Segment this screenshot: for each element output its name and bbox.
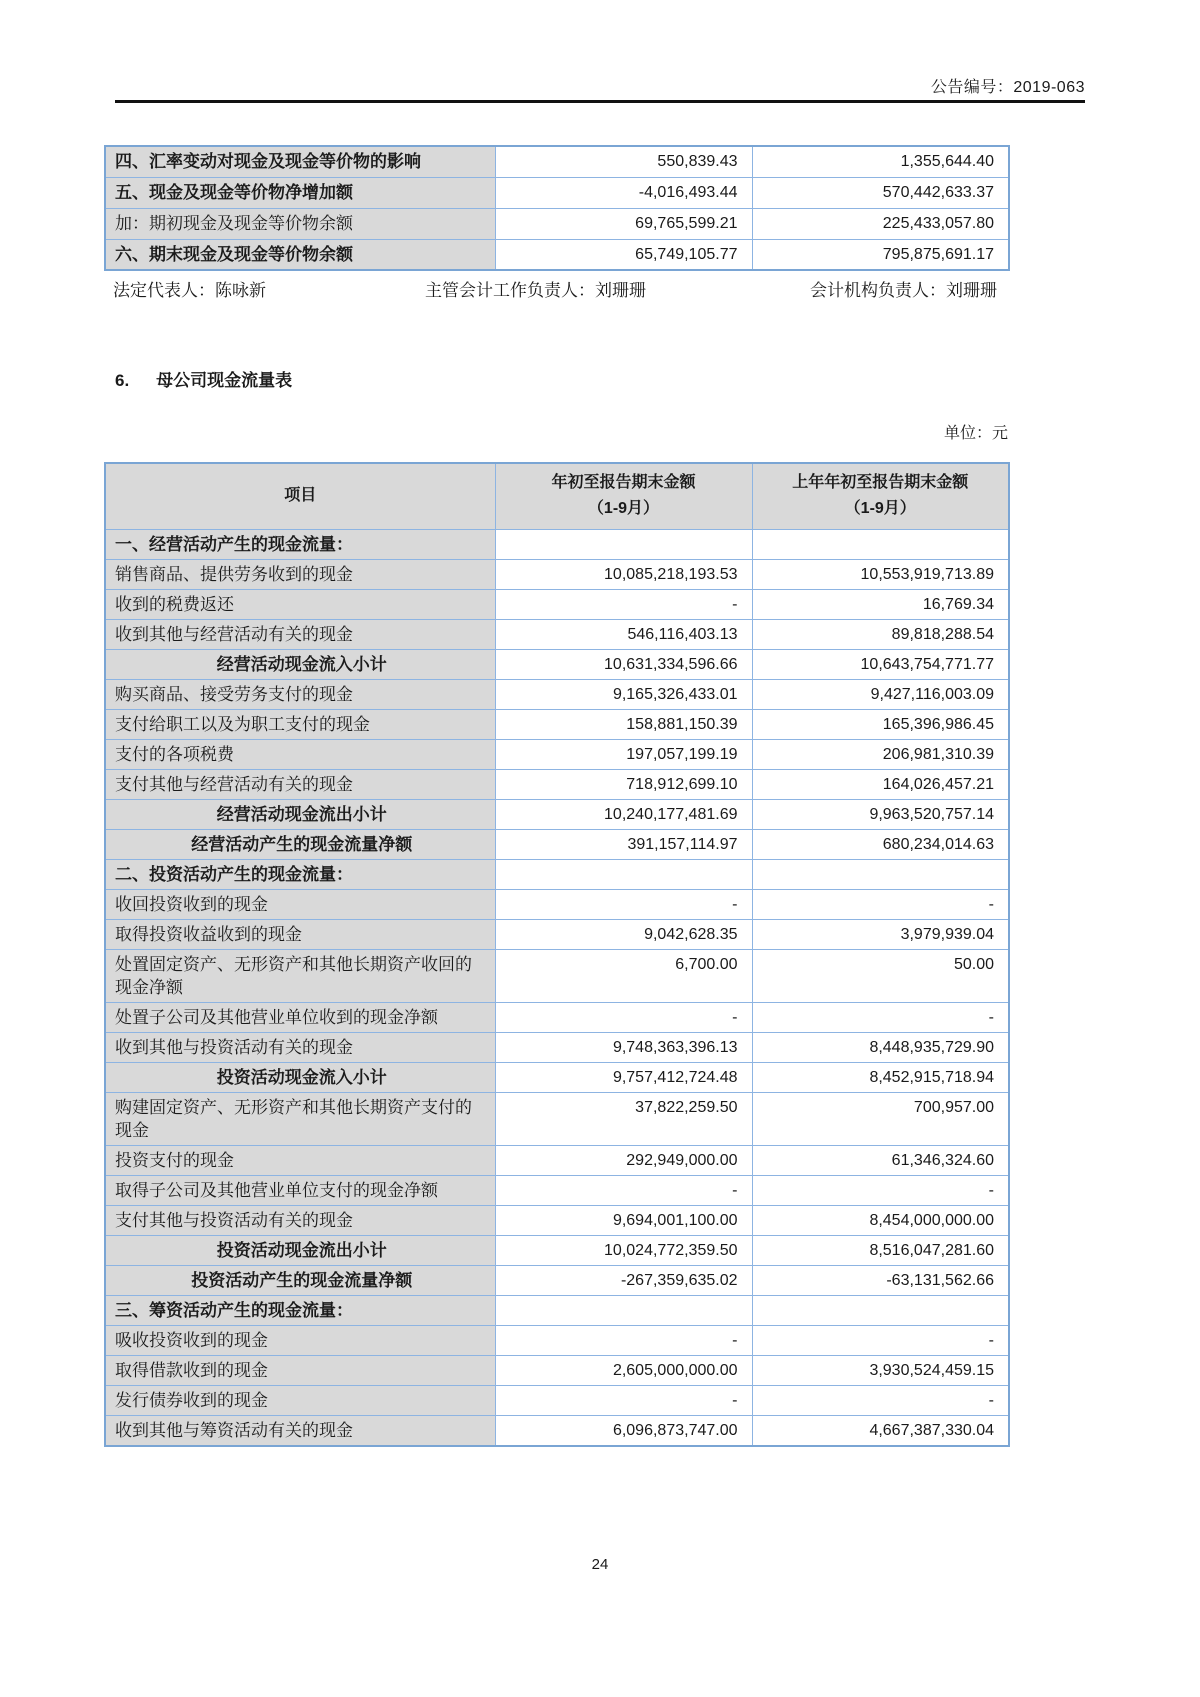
item-label: 投资活动现金流入小计 — [105, 1062, 495, 1092]
detail-row — [105, 1205, 1009, 1235]
item-label: 投资活动现金流出小计 — [105, 1235, 495, 1265]
chief-accounting-officer: 主管会计工作负责人：刘珊珊 — [425, 281, 646, 300]
current-period-value: -4,016,493.44 — [495, 177, 752, 208]
current-period-value: - — [495, 889, 752, 919]
prior-period-value: - — [752, 889, 1009, 919]
detail-row — [105, 1175, 1009, 1205]
item-label: 二、投资活动产生的现金流量： — [105, 859, 495, 889]
prior-period-value: 9,963,520,757.14 — [752, 799, 1009, 829]
current-period-value: - — [495, 1385, 752, 1415]
current-period-value: 718,912,699.10 — [495, 769, 752, 799]
item-label: 购买商品、接受劳务支付的现金 — [105, 679, 495, 709]
detail-row — [105, 1385, 1009, 1415]
current-period-value: 292,949,000.00 — [495, 1145, 752, 1175]
item-label: 一、经营活动产生的现金流量： — [105, 529, 495, 559]
current-period-value: 158,881,150.39 — [495, 709, 752, 739]
current-period-value: - — [495, 1325, 752, 1355]
prior-period-value — [752, 529, 1009, 559]
current-period-value — [495, 1295, 752, 1325]
item-label: 处置子公司及其他营业单位收到的现金净额 — [105, 1002, 495, 1032]
header-rule — [115, 100, 1085, 103]
prior-period-value: 8,454,000,000.00 — [752, 1205, 1009, 1235]
section-row — [105, 529, 1009, 559]
current-period-value: 6,700.00 — [495, 949, 752, 1002]
unit-label: 单位：元 — [943, 425, 1008, 442]
subtotal-row — [105, 829, 1009, 859]
current-period-value — [495, 529, 752, 559]
column-header-line: 年初至报告期末金额 — [551, 474, 696, 492]
current-period-value: 550,839.43 — [495, 146, 752, 177]
item-label: 取得投资收益收到的现金 — [105, 919, 495, 949]
item-label: 收到其他与筹资活动有关的现金 — [105, 1415, 495, 1446]
detail-row — [105, 1002, 1009, 1032]
prior-period-value: 16,769.34 — [752, 589, 1009, 619]
detail-row — [105, 1355, 1009, 1385]
prior-period-value: 795,875,691.17 — [752, 239, 1009, 270]
current-period-value: - — [495, 589, 752, 619]
current-period-value: 546,116,403.13 — [495, 619, 752, 649]
prior-period-value: 50.00 — [752, 949, 1009, 1002]
detail-row — [105, 1325, 1009, 1355]
accounting-department-head: 会计机构负责人：刘珊珊 — [810, 281, 997, 300]
current-period-value: 10,085,218,193.53 — [495, 559, 752, 589]
prior-period-value: - — [752, 1325, 1009, 1355]
detail-row — [105, 559, 1009, 589]
prior-period-value: 10,643,754,771.77 — [752, 649, 1009, 679]
current-period-value: 9,042,628.35 — [495, 919, 752, 949]
prior-period-value: 8,448,935,729.90 — [752, 1032, 1009, 1062]
prior-period-value: 61,346,324.60 — [752, 1145, 1009, 1175]
current-period-value: 10,024,772,359.50 — [495, 1235, 752, 1265]
cash-flow-table — [104, 462, 1010, 1447]
detail-row — [105, 1415, 1009, 1446]
summary-table — [104, 145, 1010, 271]
prior-period-value: 1,355,644.40 — [752, 146, 1009, 177]
detail-row — [105, 589, 1009, 619]
prior-period-value: 165,396,986.45 — [752, 709, 1009, 739]
item-label: 收回投资收到的现金 — [105, 889, 495, 919]
item-label: 收到其他与经营活动有关的现金 — [105, 619, 495, 649]
item-label: 支付给职工以及为职工支付的现金 — [105, 709, 495, 739]
column-header-line: （1-9月） — [844, 500, 916, 518]
page-number: 24 — [591, 1556, 609, 1573]
item-label: 购建固定资产、无形资产和其他长期资产支付的现金 — [105, 1092, 495, 1145]
item-label: 投资支付的现金 — [105, 1145, 495, 1175]
item-label: 收到其他与投资活动有关的现金 — [105, 1032, 495, 1062]
section-row — [105, 859, 1009, 889]
section-number: 6. — [115, 371, 130, 390]
column-header-current-period — [495, 463, 752, 529]
current-period-value: 2,605,000,000.00 — [495, 1355, 752, 1385]
column-header-line: 上年年初至报告期末金额 — [792, 474, 969, 492]
table-header-row — [105, 463, 1009, 529]
prior-period-value: -63,131,562.66 — [752, 1265, 1009, 1295]
prior-period-value — [752, 1295, 1009, 1325]
doc-number: 公告编号：2019-063 — [930, 79, 1085, 96]
detail-row — [105, 919, 1009, 949]
prior-period-value: 570,442,633.37 — [752, 177, 1009, 208]
subtotal-row — [105, 1235, 1009, 1265]
item-label: 加：期初现金及现金等价物余额 — [105, 208, 495, 239]
prior-period-value: 9,427,116,003.09 — [752, 679, 1009, 709]
item-label: 三、筹资活动产生的现金流量： — [105, 1295, 495, 1325]
cash-flow-table-body — [105, 529, 1009, 1446]
column-header-item: 项目 — [105, 463, 495, 529]
prior-period-value: - — [752, 1385, 1009, 1415]
detail-row — [105, 679, 1009, 709]
detail-row — [105, 889, 1009, 919]
prior-period-value: 206,981,310.39 — [752, 739, 1009, 769]
detail-row — [105, 949, 1009, 1002]
item-label: 处置固定资产、无形资产和其他长期资产收回的现金净额 — [105, 949, 495, 1002]
current-period-value: 9,748,363,396.13 — [495, 1032, 752, 1062]
detail-row — [105, 709, 1009, 739]
detail-row — [105, 1092, 1009, 1145]
prior-period-value: 3,930,524,459.15 — [752, 1355, 1009, 1385]
current-period-value: 69,765,599.21 — [495, 208, 752, 239]
item-label: 五、现金及现金等价物净增加额 — [105, 177, 495, 208]
signatories-line — [104, 276, 1008, 300]
item-label: 经营活动产生的现金流量净额 — [105, 829, 495, 859]
item-label: 吸收投资收到的现金 — [105, 1325, 495, 1355]
prior-period-value: - — [752, 1175, 1009, 1205]
item-label: 支付其他与投资活动有关的现金 — [105, 1205, 495, 1235]
prior-period-value: 3,979,939.04 — [752, 919, 1009, 949]
prior-period-value: 680,234,014.63 — [752, 829, 1009, 859]
section-title: 母公司现金流量表 — [156, 371, 293, 390]
current-period-value: 9,694,001,100.00 — [495, 1205, 752, 1235]
detail-row — [105, 1145, 1009, 1175]
current-period-value: - — [495, 1002, 752, 1032]
item-label: 经营活动现金流入小计 — [105, 649, 495, 679]
current-period-value: 9,165,326,433.01 — [495, 679, 752, 709]
current-period-value: 37,822,259.50 — [495, 1092, 752, 1145]
prior-period-value: - — [752, 1002, 1009, 1032]
prior-period-value — [752, 859, 1009, 889]
summary-row — [105, 208, 1009, 239]
prior-period-value: 4,667,387,330.04 — [752, 1415, 1009, 1446]
prior-period-value: 8,452,915,718.94 — [752, 1062, 1009, 1092]
summary-row — [105, 146, 1009, 177]
item-label: 投资活动产生的现金流量净额 — [105, 1265, 495, 1295]
current-period-value: -267,359,635.02 — [495, 1265, 752, 1295]
item-label: 取得子公司及其他营业单位支付的现金净额 — [105, 1175, 495, 1205]
detail-row — [105, 619, 1009, 649]
column-header-line: （1-9月） — [587, 500, 660, 518]
current-period-value: 9,757,412,724.48 — [495, 1062, 752, 1092]
current-period-value: - — [495, 1175, 752, 1205]
subtotal-row — [105, 649, 1009, 679]
detail-row — [105, 739, 1009, 769]
detail-row — [105, 769, 1009, 799]
prior-period-value: 225,433,057.80 — [752, 208, 1009, 239]
current-period-value: 10,240,177,481.69 — [495, 799, 752, 829]
current-period-value: 10,631,334,596.66 — [495, 649, 752, 679]
item-label: 发行债券收到的现金 — [105, 1385, 495, 1415]
prior-period-value: 164,026,457.21 — [752, 769, 1009, 799]
section-heading — [115, 366, 292, 391]
item-label: 四、汇率变动对现金及现金等价物的影响 — [105, 146, 495, 177]
prior-period-value: 8,516,047,281.60 — [752, 1235, 1009, 1265]
current-period-value: 391,157,114.97 — [495, 829, 752, 859]
subtotal-row — [105, 1062, 1009, 1092]
summary-row — [105, 239, 1009, 270]
summary-table-body — [105, 146, 1009, 270]
item-label: 取得借款收到的现金 — [105, 1355, 495, 1385]
item-label: 经营活动现金流出小计 — [105, 799, 495, 829]
prior-period-value: 700,957.00 — [752, 1092, 1009, 1145]
column-header-prior-period — [752, 463, 1009, 529]
item-label: 支付的各项税费 — [105, 739, 495, 769]
current-period-value: 197,057,199.19 — [495, 739, 752, 769]
item-label: 支付其他与经营活动有关的现金 — [105, 769, 495, 799]
current-period-value: 65,749,105.77 — [495, 239, 752, 270]
item-label: 六、期末现金及现金等价物余额 — [105, 239, 495, 270]
prior-period-value: 89,818,288.54 — [752, 619, 1009, 649]
item-label: 销售商品、提供劳务收到的现金 — [105, 559, 495, 589]
item-label: 收到的税费返还 — [105, 589, 495, 619]
current-period-value — [495, 859, 752, 889]
section-row — [105, 1295, 1009, 1325]
current-period-value: 6,096,873,747.00 — [495, 1415, 752, 1446]
subtotal-row — [105, 799, 1009, 829]
subtotal-row — [105, 1265, 1009, 1295]
detail-row — [105, 1032, 1009, 1062]
legal-representative: 法定代表人：陈咏新 — [113, 281, 266, 300]
prior-period-value: 10,553,919,713.89 — [752, 559, 1009, 589]
summary-row — [105, 177, 1009, 208]
